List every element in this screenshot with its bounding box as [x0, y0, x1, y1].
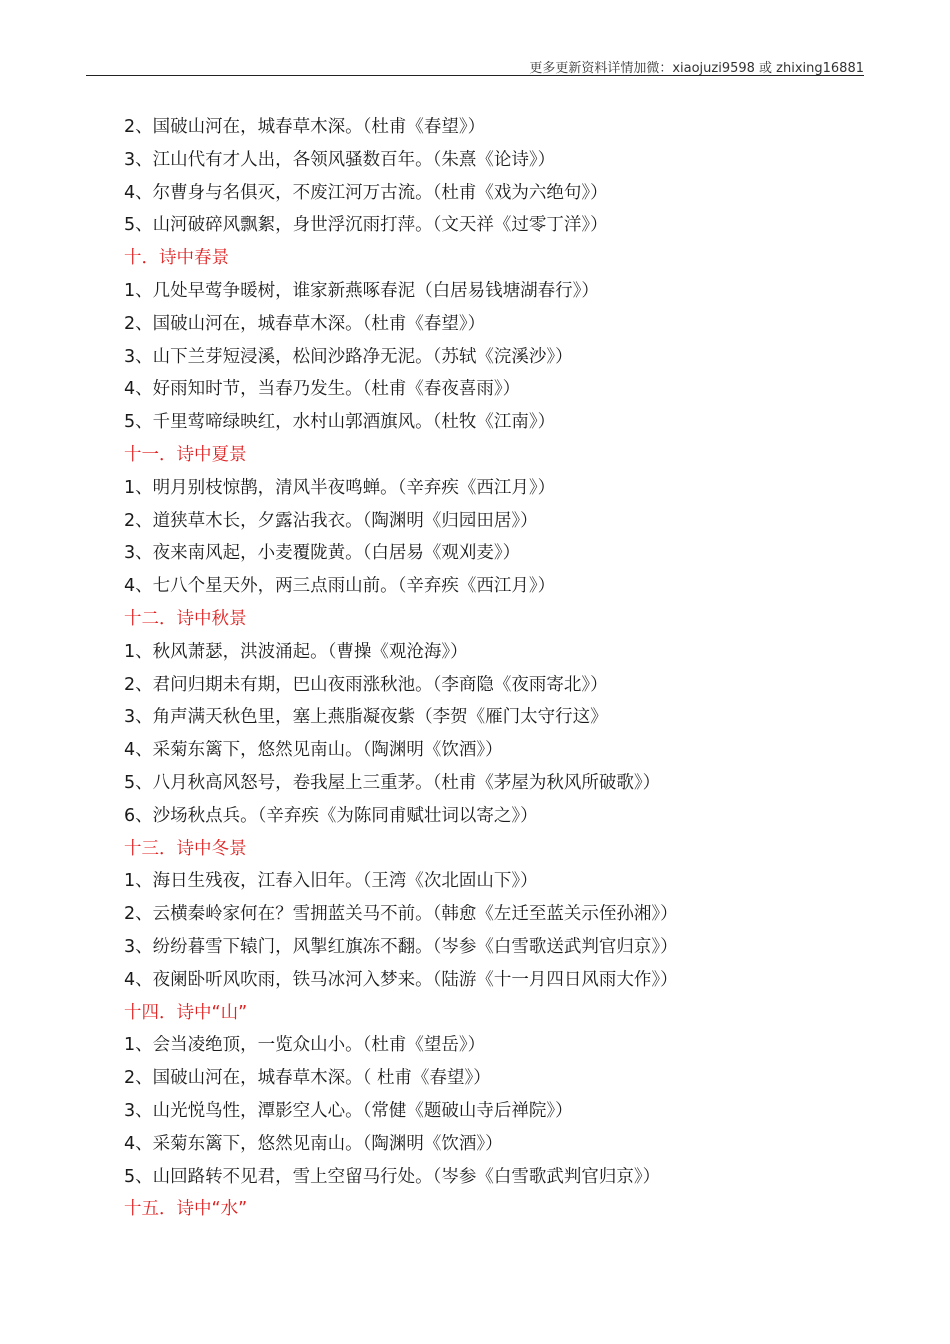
verse-line: 1、明月别枝惊鹊，清风半夜鸣蝉。（辛弃疾《西江月》）: [124, 477, 556, 498]
verse-line: 3、夜来南风起，小麦覆陇黄。（白居易《观刈麦》）: [124, 543, 521, 564]
verse-line: 2、国破山河在，城春草木深。（杜甫《春望》）: [124, 313, 486, 334]
verse-line: 5、八月秋高风怒号，卷我屋上三重茅。（杜甫《茅屋为秋风所破歌》）: [124, 772, 661, 793]
section-heading: 十二．诗中秋景: [124, 608, 247, 629]
verse-line: 1、会当凌绝顶，一览众山小。（杜甫《望岳》）: [124, 1035, 486, 1056]
verse-line: 2、君问归期未有期，巴山夜雨涨秋池。（李商隐《夜雨寄北》）: [124, 674, 608, 695]
verse-line: 4、夜阑卧听风吹雨，铁马冰河入梦来。（陆游《十一月四日风雨大作》）: [124, 969, 678, 990]
verse-line: 4、好雨知时节，当春乃发生。（杜甫《春夜喜雨》）: [124, 379, 521, 400]
page-header-note: 更多更新资料详情加微：xiaojuzi9598 或 zhixing16881: [529, 61, 864, 76]
verse-line: 4、尔曹身与名俱灭，不废江河万古流。（杜甫《戏为六绝句》）: [124, 182, 608, 203]
verse-line: 3、江山代有才人出，各领风骚数百年。（朱熹《论诗》）: [124, 149, 556, 170]
verse-line: 6、沙场秋点兵。（辛弃疾《为陈同甫赋壮词以寄之》）: [124, 805, 538, 826]
verse-line: 2、道狭草木长，夕露沾我衣。（陶渊明《归园田居》）: [124, 510, 538, 531]
document-body: [124, 111, 864, 1226]
verse-line: 1、几处早莺争暖树，谁家新燕啄春泥（白居易钱塘湖春行》）: [124, 280, 599, 301]
verse-line: 2、国破山河在，城春草木深。（ 杜甫《春望》）: [124, 1068, 491, 1089]
verse-line: 5、山回路转不见君，雪上空留马行处。（岑参《白雪歌武判官归京》）: [124, 1166, 661, 1187]
verse-line: 2、云横秦岭家何在？雪拥蓝关马不前。（韩愈《左迁至蓝关示侄孙湘》）: [124, 904, 678, 925]
verse-line: 4、采菊东篱下，悠然见南山。（陶渊明《饮酒》）: [124, 1133, 503, 1154]
verse-line: 3、角声满天秋色里，塞上燕脂凝夜紫（李贺《雁门太守行这》: [124, 707, 608, 728]
verse-line: 3、山下兰芽短浸溪，松间沙路净无泥。（苏轼《浣溪沙》）: [124, 346, 573, 367]
verse-line: 1、海日生残夜，江春入旧年。（王湾《次北固山下》）: [124, 871, 538, 892]
verse-line: 4、采菊东篱下，悠然见南山。（陶渊明《饮酒》）: [124, 740, 503, 761]
section-heading: 十．诗中春景: [124, 248, 229, 269]
verse-line: 5、千里莺啼绿映红，水村山郭酒旗风。（杜牧《江南》）: [124, 412, 556, 433]
verse-line: 4、七八个星天外，两三点雨山前。（辛弃疾《西江月》）: [124, 576, 556, 597]
verse-line: 2、国破山河在，城春草木深。（杜甫《春望》）: [124, 117, 486, 137]
verse-line: 3、纷纷暮雪下辕门，风掣红旗冻不翻。（岑参《白雪歌送武判官归京》）: [124, 936, 678, 957]
section-heading: 十三．诗中冬景: [124, 838, 247, 859]
verse-line: 3、山光悦鸟性，潭影空人心。（常健《题破山寺后禅院》）: [124, 1100, 573, 1121]
section-heading: 十四．诗中“山”: [124, 1002, 248, 1023]
section-heading: 十一．诗中夏景: [124, 444, 247, 465]
verse-line: 1、秋风萧瑟，洪波涌起。（曹操《观沧海》）: [124, 641, 468, 662]
section-heading: 十五．诗中“水”: [124, 1199, 248, 1220]
header-divider: [86, 75, 864, 76]
verse-line: 5、山河破碎风飘絮，身世浮沉雨打萍。（文天祥《过零丁洋》）: [124, 215, 608, 236]
